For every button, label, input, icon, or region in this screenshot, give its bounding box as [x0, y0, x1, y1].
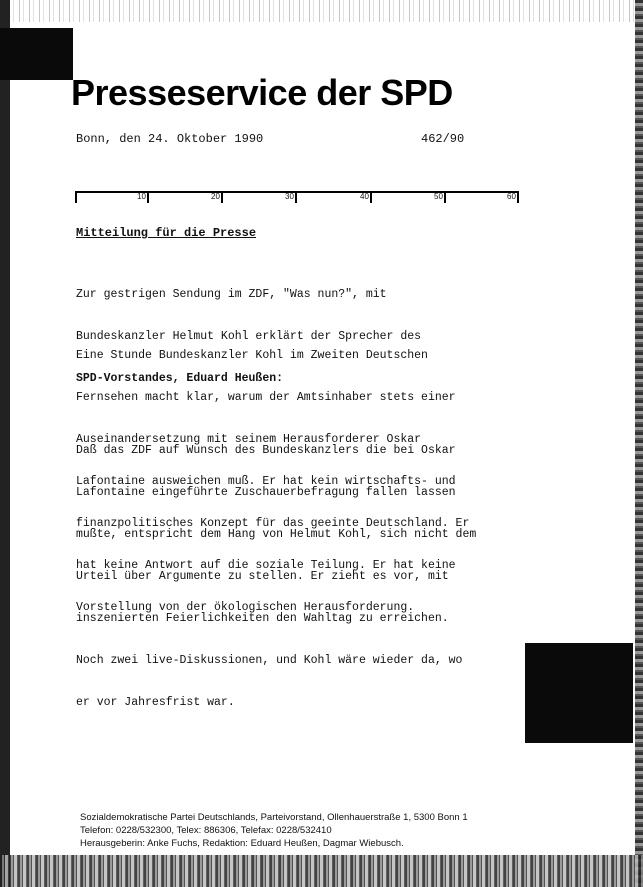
paragraph-line: er vor Jahresfrist war. [76, 696, 235, 709]
ruler-label-40: 40 [360, 192, 369, 201]
ruler-label-60: 60 [507, 192, 516, 201]
ruler-label-30: 30 [285, 192, 294, 201]
ruler-tick-40 [370, 191, 372, 203]
intro-line: Bundeskanzler Helmut Kohl erklärt der Sprecher des [76, 330, 422, 343]
scan-black-block-top-left [0, 28, 73, 80]
ruler-tick-50 [444, 191, 446, 203]
intro-line: SPD-Vorstandes, Eduard Heußen: [76, 372, 284, 385]
typewriter-ruler [75, 191, 519, 203]
ruler-tick-60 [517, 191, 519, 203]
letterhead-footer [80, 811, 468, 850]
paragraph-line: Lafontaine eingeführte Zuschauerbefragung fallen lassen [76, 486, 456, 499]
paragraph-line: Noch zwei live-Diskussionen, und Kohl wäre wieder da, wo [76, 654, 463, 667]
paragraph-line: Vorstellung von der ökologischen Herausforderung. [76, 601, 415, 614]
scan-noise-top [0, 0, 643, 22]
paragraph-line: inszenierten Feierlichkeiten den Wahltag zu erreichen. [76, 612, 449, 625]
section-heading: Mitteilung für die Presse [76, 226, 257, 240]
paragraph-line: Eine Stunde Bundeskanzler Kohl im Zweiten Deutschen [76, 349, 428, 362]
paragraph-line: hat keine Antwort auf die soziale Teilung. Er hat keine [76, 559, 456, 572]
ruler-label-20: 20 [211, 192, 220, 201]
paragraph-line: Fernsehen macht klar, warum der Amtsinhaber stets einer [76, 391, 456, 404]
scan-edge-right [635, 0, 643, 887]
intro-line: Zur gestrigen Sendung im ZDF, "Was nun?", mit [76, 288, 387, 301]
ruler-label-10: 10 [137, 192, 146, 201]
paragraph-line: Daß das ZDF auf Wunsch des Bundeskanzlers die bei Oskar [76, 444, 456, 457]
footer-address: Sozialdemokratische Partei Deutschlands, Parteivorstand, Ollenhauerstraße 1, 5300 Bonn 1 [80, 812, 468, 823]
ruler-tick-30 [295, 191, 297, 203]
ruler-label-50: 50 [434, 192, 443, 201]
paragraph-line: mußte, entspricht dem Hang von Helmut Kohl, sich nicht dem [76, 528, 477, 541]
footer-contact: Telefon: 0228/532300, Telex: 886306, Telefax: 0228/532410 [80, 825, 332, 836]
paragraph-line: Auseinandersetzung mit seinem Herausforderer Oskar [76, 433, 422, 446]
ruler-tick-10 [147, 191, 149, 203]
ruler-tick-20 [221, 191, 223, 203]
document-number: 462/90 [421, 132, 465, 146]
place-date: Bonn, den 24. Oktober 1990 [76, 132, 264, 146]
paragraph-line: finanzpolitisches Konzept für das geeinte Deutschland. Er [76, 517, 470, 530]
footer-editors: Herausgeberin: Anke Fuchs, Redaktion: Eduard Heußen, Dagmar Wiebusch. [80, 838, 404, 849]
paragraph-line: Lafontaine ausweichen muß. Er hat kein wirtschafts- und [76, 475, 456, 488]
scan-black-block-right [525, 643, 633, 743]
scan-noise-bottom [0, 855, 643, 887]
paragraph-line: Urteil über Argumente zu stellen. Er zieht es vor, mit [76, 570, 449, 583]
ruler-tick-start [75, 191, 77, 203]
scan-edge-left [0, 0, 10, 887]
paragraph-2 [76, 416, 516, 724]
letterhead-title: Presseservice der SPD [71, 72, 453, 113]
